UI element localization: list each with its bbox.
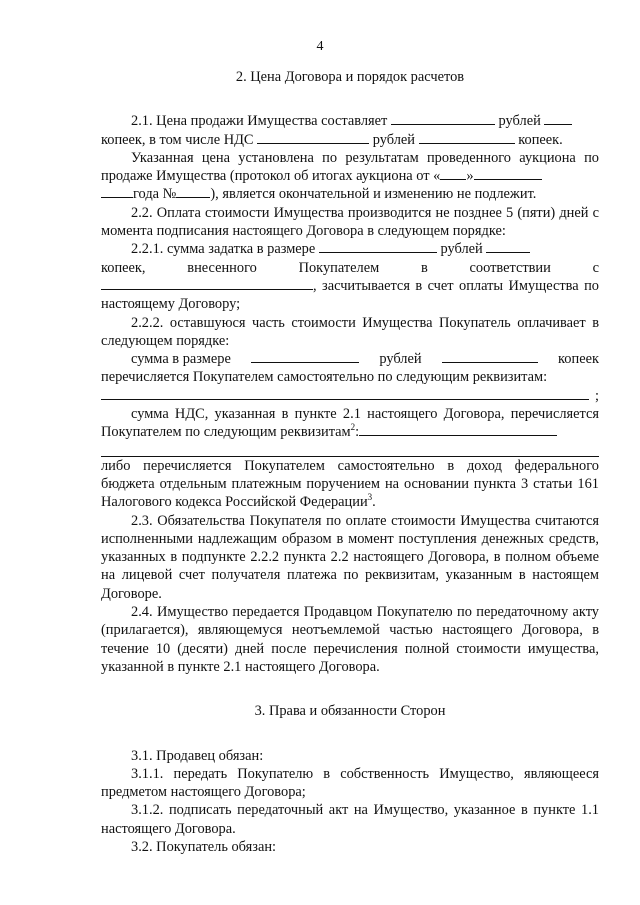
clause-2-2-1-row: копеек, внесенного Покупателем в соответствии с [101,259,599,276]
clause-3-2: 3.2. Покупатель обязан: [131,838,277,855]
sum-requisites-line: ; [101,387,599,405]
clause-3-1-1: 3.1.1. передать Покупателю в собственность Имущество, являющееся предметом настоящего Договора; [101,765,599,801]
vat-requisites-line [101,442,599,457]
clause-3-1: 3.1. Продавец обязан: [131,747,264,764]
price-blank [391,112,495,125]
clause-2-2-1-cont: , засчитывается в счет оплаты Имущества по настоящему Договору; [101,277,599,313]
clause-2-2-1: 2.2.1. сумма задатка в размере рублей [101,240,599,258]
budget-paragraph: либо перечисляется Покупателем самостоятельно в доход федерального бюджета отдельным платежным поручением на основании пункта 3 статьи 161 Налогового кодекса Российской Федерации$^3$. [101,457,599,511]
clause-2-4: 2.4. Имущество передается Продавцом Покупателю по передаточному акту (прилагается), являющемуся неотъемлемой частью настоящего Договора, в течение 10 (десяти) дней после перечисления полной стоимости имущества, указанной в пункте 2.1 настоящего Договора. [101,604,599,675]
clause-2-1: 2.1. Цена продажи Имущества составляет рублей копеек, в том числе НДС рублей копеек. [101,112,599,149]
vat-blank [257,131,369,144]
sum-requisites-text: перечисляется Покупателем самостоятельно по следующим реквизитам: [101,369,548,386]
vat-paragraph: сумма НДС, указанная в пункте 2.1 настоящего Договора, перечисляется Покупателем по следующим реквизитам$^2$: [101,406,599,441]
clause-2-2: 2.2. Оплата стоимости Имущества производится не позднее 5 (пяти) дней с момента подписания настоящего Договора в следующем порядке: [101,204,599,240]
clause-2-3: 2.3. Обязательства Покупателя по оплате стоимости Имущества считаются исполненными надлежащим образом в момент поступления денежных средств, указанных в подпункте 2.2.2 пункта 2.2 настоящего Договора, в полном объеме на лицевой счет получателя платежа по реквизитам, указанным в настоящем Договоре. [101,512,599,602]
section-2-title: 2. Цена Договора и порядок расчетов [235,69,465,85]
clause-2-2-2: 2.2.2. оставшуюся часть стоимости Имущества Покупатель оплачивает в следующем порядке: [101,314,599,349]
document-body [101,68,599,856]
page-number: 4 [316,39,324,54]
sum-amount-row: сумма в размере рублей копеек [131,351,599,368]
price-established-paragraph: Указанная цена установлена по результатам проведенного аукциона по продаже Имущества (протокол об итогах аукциона от « » года № ), является окончательной и изменению не подлежит. [101,149,599,203]
section-3-title: 3. Права и обязанности Сторон [254,703,446,720]
clause-3-1-2: 3.1.2. подписать передаточный акт на Имущество, указанное в пункте 1.1 настоящего Договора. [101,802,599,837]
